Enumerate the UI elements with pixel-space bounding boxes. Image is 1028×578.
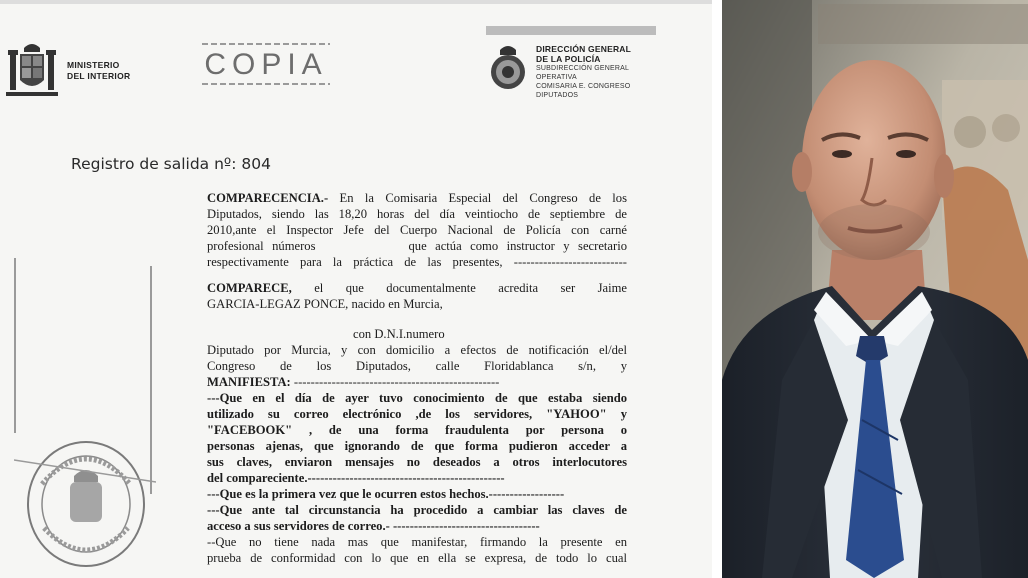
official-seal-icon [14, 424, 156, 574]
para1-line1-text: En la Comisaria Especial del Congreso de los [328, 191, 627, 205]
bullet2: ---Que es la primera vez que le ocurren estos hechos.------------------ [207, 487, 565, 501]
photo-divider [712, 0, 722, 578]
ministry-line-1: MINISTERIO [67, 60, 120, 70]
police-line-2: DE LA POLICÍA [536, 54, 601, 64]
police-line-3: SUBDIRECCIÓN GENERAL [536, 65, 630, 72]
para1-line2: Diputados, siendo las 18,20 horas del día veintiocho de septiembre de [207, 207, 627, 221]
para1-line4: profesional números que actúa como instructor y secretario [207, 239, 627, 253]
para2-line4: Diputado por Murcia, y con domicilio a efectos de notificación el/del [207, 343, 627, 357]
police-line-1: DIRECCIÓN GENERAL [536, 44, 632, 54]
police-line-6: DIPUTADOS [536, 92, 579, 99]
police-line-5: COMISARIA E. CONGRESO [536, 83, 631, 90]
bullet3-line1: ---Que ante tal circunstancia ha procedido a cambiar las claves de [207, 503, 627, 517]
bullet1-line2: utilizado su correo electrónico ,de los servidores, "YAHOO" y [207, 407, 627, 421]
para2-line1-text: el que documentalmente acredita ser Jaime [291, 281, 627, 295]
police-header [536, 44, 631, 100]
spain-coat-of-arms-icon [4, 40, 60, 102]
bullet1-line4: personas ajenas, que ignorando de que forma pudieron acceder a [207, 439, 627, 453]
police-line-4: OPERATIVA [536, 74, 577, 81]
manifiesta-line [207, 374, 627, 390]
ministry-line-2: DEL INTERIOR [67, 71, 131, 81]
para2-line5: Congreso de los Diputados, calle Floridablanca s/n, y [207, 359, 627, 373]
police-crest-icon [488, 42, 528, 96]
bullet4-line1: --Que no tiene nada mas que manifestar, firmando la presente en [207, 535, 627, 549]
paragraph-gap [207, 270, 627, 280]
bullet1-line3: "FACEBOOK" , de una forma fraudulenta por persona o [207, 423, 627, 437]
bullet3-line2: acceso a sus servidores de correo.- ----------------------------------- [207, 519, 540, 533]
para2-line1 [207, 280, 627, 296]
bullet1-line6: del compareciente.----------------------------------------------- [207, 471, 505, 485]
manifiesta-rule: ------------------------------------------------- [290, 375, 500, 389]
para1-line5: respectivamente para la práctica de las presentes, --------------------------- [207, 255, 627, 269]
para1-line1 [207, 190, 627, 206]
man-in-suit-portrait [722, 0, 1028, 578]
portrait-photo [722, 0, 1028, 578]
para1-line3: 2010,ante el Inspector Jefe del Cuerpo Nacional de Policía con carné [207, 223, 627, 237]
copia-label: COPIA [204, 48, 328, 81]
bullet1-line1: ---Que en el día de ayer tuvo conocimiento de que estaba siendo [207, 391, 627, 405]
copia-stamp [196, 40, 336, 88]
bullet4-line2: prueba de conformidad con lo que en ella se expresa, de todo lo cual [207, 551, 627, 565]
para2-line2: GARCIA-LEGAZ PONCE, nacido en Murcia, [207, 297, 443, 311]
registro-salida: Registro de salida nº: 804 [71, 155, 271, 173]
header-redaction-bar [486, 26, 656, 35]
bullet1-line5: sus claves, enviaron mensajes no deseados a otros interlocutores [207, 455, 627, 469]
comparecencia-heading: COMPARECENCIA.- [207, 191, 329, 205]
manifiesta-heading: MANIFIESTA: [207, 375, 291, 389]
document-body [207, 190, 627, 566]
document-top-edge [0, 0, 712, 4]
comparece-heading: COMPARECE, [207, 281, 292, 295]
margin-line-left [14, 258, 16, 433]
para2-line3: con D.N.I.numero [353, 327, 445, 341]
ministry-header [67, 60, 130, 82]
